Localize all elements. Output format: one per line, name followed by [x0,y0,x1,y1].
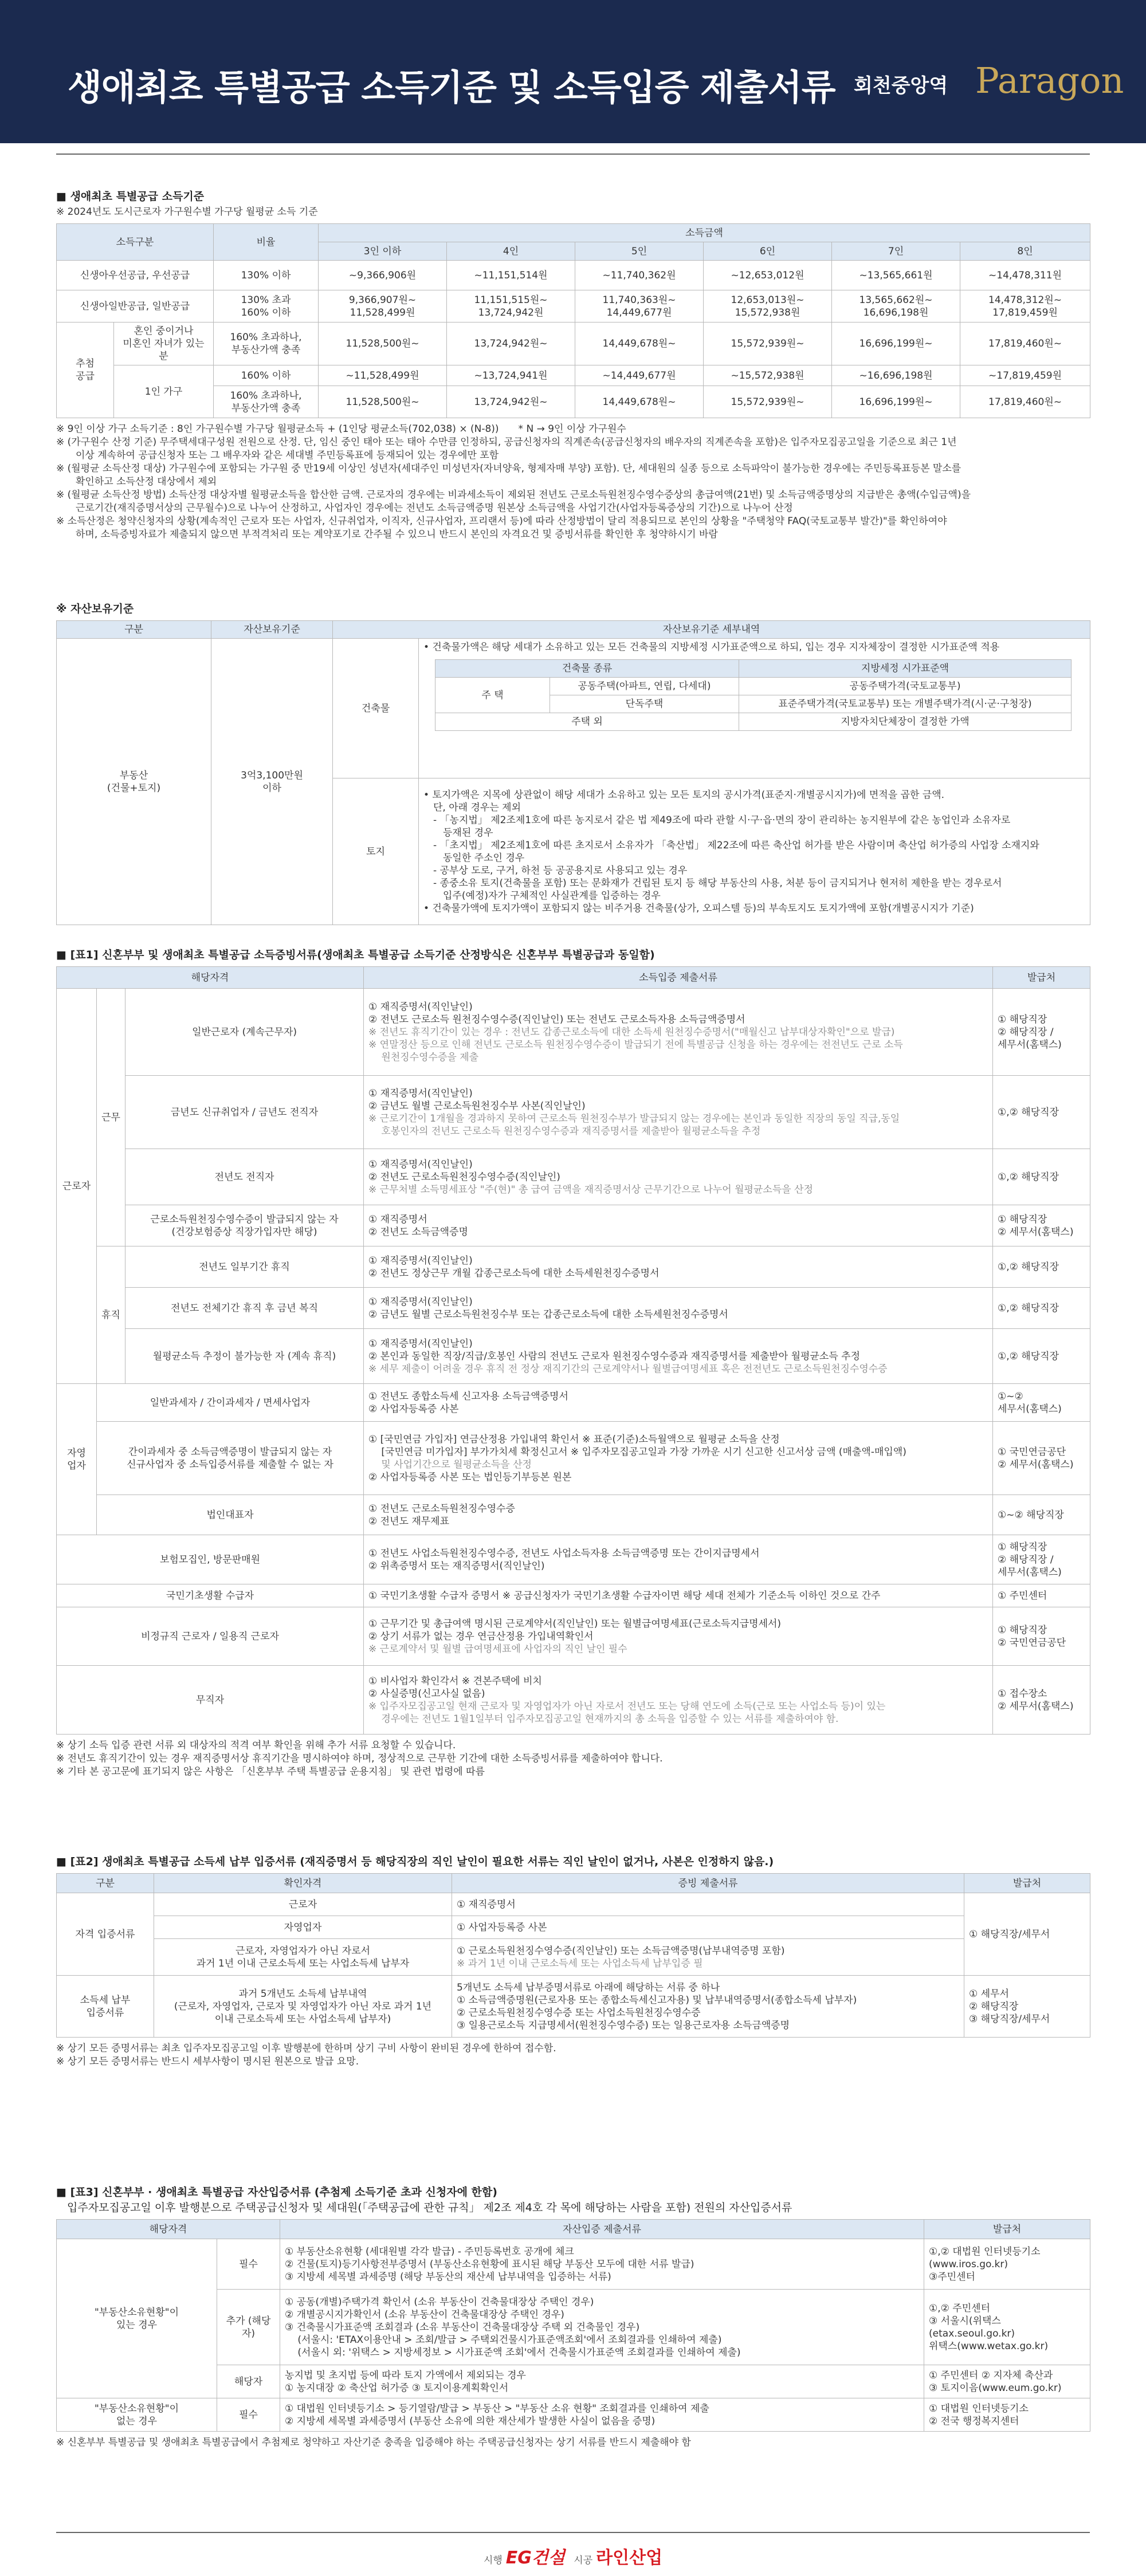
station-name: 회천중앙역 [854,74,948,97]
documents-cell: ① 재직증명서 ② 전년도 소득금액증명 [364,1205,993,1246]
table-row: 신생아일반공급, 일반공급 130% 초과 160% 이하 9,366,907원~ 11,528,499원 11,151,515원~ 13,724,942원 11,740,363원~ 14,449,677원 12,653,013원~ 15,572,938원 13,565,662원~ 16,696,198원 14,478,312원~ 17,819,459원 [57,290,1090,323]
issuer-cell: ①,② 해당직장 [993,1246,1090,1288]
asset-proof-section [56,2184,1090,2449]
income-notes: ※ 9인 이상 가구 소득기준 : 8인 가구원수별 가구당 월평균소득 + (1인당 평균소득(702,038) × (N-8)) * N → 9인 이상 가구원수 ※ (가구원수 산정 기준) 무주택세대구성원 전원으로 산정. 단, 임신 중인 태아 또는 태아 수만큼 인정하되, 공급신청자의 직계존속(공급신청자의 배우자의 직계존속을 포함)은 입주자모집공고일을 기준으로 최근 1년 이상 계속하여 공급신청자 또는 그 배우자와 같은 세대별 주민등록표에 등재되어 있는 경우에만 포함 ※ (월평균 소득산정 대상) 가구원수에 포함되는 가구원 중 만19세 이상인 성년자(세대주인 미성년자(자녀양육, 형제자매 부양) 포함). 단, 세대원의 실종 등으로 소득파악이 불가능한 경우에는 주민등록표등본 말소를 확인하고 소득산정 대상에서 제외 ※ (월평균 소득산정 방법) 소득산정 대상자별 월평균소득을 합산한 금액. 근로자의 경우에는 비과세소득이 제외된 전년도 근로소득원천징수영수증상의 총급여액(21번) 및 소득금액증명상의 지급받은 총액(수입금액)을 근로기간(재직증명서상의 근무월수)으로 나누어 산정하고, 사업자인 경우에는 전년도 소득금액증명 원본상 소득금액을 사업기간(사업자등록증상의 기간)으로 나누어 산정 ※ 소득산정은 청약신청자의 상황(계속적인 근로자 또는 사업자, 신규취업자, 이직자, 신규사업자, 프리랜서 등)에 따라 산정방법이 달리 적용되므로 본인의 상황을 "주택청약 FAQ(국토교통부 발간)"를 확인하여야 하며, 소득증빙자료가 제출되지 않으면 부적격처리 또는 계약포기로 간주될 수 있으니 반드시 본인의 자격요건 및 증빙서류를 확인한 후 청약하시기 바람 [56,423,971,540]
issuer-cell: ① 주민센터 [993,1584,1090,1607]
asset-proof-note: ※ 신혼부부 특별공급 및 생애최초 특별공급에서 추첨제로 청약하고 자산기준 충족을 입증해야 하는 주택공급신청자는 상기 서류를 반드시 제출해야 함 [56,2437,691,2448]
header-banner [0,0,1146,143]
asset-standard-section [56,600,1090,925]
issuer-cell: ① 국민연금공단 ② 세무서(홈택스) [993,1422,1090,1495]
qualification-cell: 간이과세자 중 소득금액증명이 발급되지 않는 자 신규사업자 중 소득입증서류를 제출할 수 없는 자 [97,1422,364,1495]
header-ratio: 비율 [214,224,319,261]
building-value-table: 건축물 종류 지방세정 시가표준액 주 택 공동주택(아파트, 연립, 다세대) 공동주택가격(국토교통부) 단독주택 표준주택가격(국토교통부) 또는 개별주택가격(시·군·구청장) 주택 외 지방자치단체장이 결정한 가액 [435,659,1072,731]
income-proof-notes: ※ 상기 소득 입증 관련 서류 외 대상자의 적격 여부 확인을 위해 추가 서류 요청할 수 있습니다. ※ 전년도 휴직기간이 있는 경우 재직증명서상 휴직기간을 명시하여야 하며, 정상적으로 근무한 기간에 대한 소득증빙서류를 제출하여야 합니다. ※ 기타 본 공고문에 표기되지 않은 사항은 「신혼부부 주택 특별공급 운용지침」 및 관련 법령에 따름 [56,1740,663,1777]
col-4: 4인 [447,242,575,261]
exec-logo: EG건설 [505,2548,565,2568]
qualification-cell: 근로소득원천징수영수증이 발급되지 않는 자 (건강보험증상 직장가입자만 해당) [125,1205,364,1246]
col-3: 3인 이하 [319,242,447,261]
income-standard-section [56,188,1090,541]
qualification-cell: 국민기초생활 수급자 [57,1584,364,1607]
issuer-cell: ① 해당직장 ② 세무서(홈택스) [993,1205,1090,1246]
documents-cell: ① 재직증명서(직인날인) ② 금년도 월별 근로소득원천징수부 사본(직인날인) ※ 근로기간이 1개월을 경과하지 못하여 근로소득 원천징수부가 발급되지 않는 경우에는 본인과 동일한 직장의 동일 직급,동일 호봉인자의 전년도 근로소득 원천징수영수증과 재직증명서를 제출받아 월평균소득을 추정 [364,1076,993,1149]
section-title: ■ [표3] 신혼부부 · 생애최초 특별공급 자산입증서류 (추첨제 소득기준 초과 신청자에 한함) [56,2186,497,2199]
income-table [56,223,1090,418]
issuer-cell: ① 해당직장 ② 해당직장 / 세무서(홈택스) [993,989,1090,1076]
qualification-cell: 전년도 일부기간 휴직 [125,1246,364,1288]
section-title: ■ [표2] 생애최초 특별공급 소득세 납부 입증서류 (재직증명서 등 해당직장의 직인 날인이 필요한 서류는 직인 날인이 없거나, 사본은 인정하지 않음.) [56,1855,774,1868]
qualification-cell: 법인대표자 [97,1495,364,1535]
brand-logo: Paragon [975,60,1124,101]
issuer-cell: ① 해당직장 ② 국민연금공단 [993,1607,1090,1666]
issuer-cell: ① 해당직장 ② 해당직장 / 세무서(홈택스) [993,1535,1090,1584]
table-row: 1인 가구 160% 이하 ~11,528,499원 ~13,724,941원 ~14,449,677원 ~15,572,938원 ~16,696,198원 ~17,819,459원 [57,365,1090,386]
col-5: 5인 [575,242,704,261]
qualification-cell: 금년도 신규취업자 / 금년도 전직자 [125,1076,364,1149]
documents-cell: ① 전년도 근로소득원천징수영수증 ② 전년도 재무제표 [364,1495,993,1535]
qualification-cell: 비정규직 근로자 / 일용직 근로자 [57,1607,364,1666]
qualification-cell: 월평균소득 추정이 불가능한 자 (계속 휴직) [125,1329,364,1384]
footer [0,2543,1146,2569]
qualification-cell: 보험모집인, 방문판매원 [57,1535,364,1584]
issuer-cell: ①~② 세무서(홈택스) [993,1384,1090,1422]
qualification-cell: 전년도 전직자 [125,1149,364,1205]
qualification-cell: 무직자 [57,1666,364,1735]
issuer-cell: ①,② 해당직장 [993,1288,1090,1329]
section-subtitle: 입주자모집공고일 이후 발행분으로 주택공급신청자 및 세대원(「주택공급에 관한 규칙」 제2조 제4호 각 목에 해당하는 사람을 포함) 전원의 자산입증서류 [56,2201,792,2214]
issuer-cell: ①,② 해당직장 [993,1149,1090,1205]
asset-proof-table: 해당자격 자산입증 제출서류 발급처 "부동산소유현황"이 있는 경우 필수 ① 부동산소유현황 (세대원별 각각 발급) - 주민등록번호 공개에 체크 ② 건물(토지)등기사항전부증명서 (부동산소유현황에 표시된 해당 부동산 모두에 대한 서류 발급) ③ 지방세 세목별 과세증명 (해당 부동산의 재산세 납부내역을 입증하는 서류) ①,② 대법원 인터넷등기소 (www.iros.go.kr) ③주민센터 추가 (해당자) ① 공동(개별)주택가격 확인서 (소유 부동산이 건축물대장상 주택인 경우) ② 개별공시지가확인서 (소유 부동산이 건축물대장상 주택인 경우) ③ 건축물시가표준액 조회결과 (소유 부동산이 건축물대장상 주택 외 건축물인 경우) (서울시: 'ETAX이용안내 > 조회/발급 > 주택외건물시가표준액조회'에서 조회결과를 인쇄하여 제출) (서울시 외: '위택스 > 지방세정보 > 시가표준액 조회'에서 건축물시가표준액 조회결과를 인쇄하여 제출) ①,② 주민센터 ③ 서울시(위택스(etax.seoul.go.kr) 위택스(www.wetax.go.kr) 해당자 농지법 및 초지법 등에 따라 토지 가액에서 제외되는 경우 ① 농지대장 ② 축산업 허가증 ③ 토지이용계획확인서 ① 주민센터 ② 지자체 축산과 ③ 토지이음(www.eum.go.kr) "부동산소유현황"이 없는 경우 필수 ① 대법원 인터넷등기소 > 등기열람/발급 > 부동산 > "부동산 소유 현황" 조회결과를 인쇄하여 제출 ② 지방세 세목별 과세증명서 (부동산 소유에 의한 재산세가 발생한 사실이 없음을 증명) ① 대법원 인터넷등기소 ② 전국 행정복지센터 [56,2219,1090,2432]
col-6: 6인 [704,242,832,261]
builder-label: 시공 [574,2555,593,2566]
qualification-cell: 전년도 전체기간 휴직 후 금년 복직 [125,1288,364,1329]
asset-table: 구분 자산보유기준 자산보유기준 세부내역 부동산 (건물+토지) 3억3,100만원 이하 건축물 • 건축물가액은 해당 세대가 소유하고 있는 모든 건축물의 지방세정 시가표준액으로 하되, 입는 경우 지자체장이 결정한 시가표준액 적용 건축물 종류 지방세정 시가표준액 주 택 공동주택(아파트, 연립, 다세대) 공동주택가격(국토교통부) 단독주택 표준주택가격(국토교통부) 또는 개별주택가격(시·군·구청장) 주택 외 지방자치단체장이 결정한 가액 토지 • 토지가액은 지목에 상관없이 해당 세대가 소유하고 있는 모든 토지의 공시가격(표준지·개별공시지가)에 면적을 곱한 금액. 단, 아래 경우는 제외 - 「농지법」 제2조제1호에 따른 농지로서 같은 법 제49조에 따라 관할 시·구·읍·면의 장이 관리하는 농지원부에 같은 농업인과 소유자로 등재된 경우 - 「초지법」 제2조제1호에 따른 초지로서 소유자가 「축산법」 제22조에 따른 축산업 허가를 받은 사람이며 축산업 허가증의 사업장 소재지와 동일한 주소인 경우 - 공부상 도로, 구거, 하천 등 공공용지로 사용되고 있는 경우 - 종중소유 토지(건축물을 포함) 또는 문화재가 건립된 토지 등 해당 부동산의 사용, 처분 등이 금지되거나 현저히 제한을 받는 경우로서 입주(예정)자가 구체적인 사실관계를 입증하는 경우 • 건축물가액에 토지가액이 포함되지 않는 비주거용 건축물(상가, 오피스텔 등)의 부속토지도 토지가액에 포함(개별공시지가 기준) [56,620,1090,925]
table-row: 신생아우선공급, 우선공급 130% 이하 ~9,366,906원 ~11,151,514원 ~11,740,362원 ~12,653,012원 ~13,565,661원 ~14,478,311원 [57,261,1090,290]
section-title: ■ 생애최초 특별공급 소득기준 [56,190,205,203]
documents-cell: ① 재직증명서(직인날인) ② 본인과 동일한 직장/직급/호봉인 사람의 전년도 근로자 원천징수영수증과 재직증명서를 제출받아 월평균소득 추정 ※ 세무 제출이 어려울 경우 휴직 전 정상 재직기간의 근로계약서나 월별급여명세표 혹은 전전년도 근로소득원천징수영수증 [364,1329,993,1384]
table-row: 추첨 공급 혼인 중이거나 미혼인 자녀가 있는 분 160% 초과하나, 부동산가액 충족 11,528,500원~ 13,724,942원~ 14,449,678원~ 15,572,939원~ 16,696,199원~ 17,819,460원~ [57,323,1090,365]
issuer-cell: ①,② 해당직장 [993,1076,1090,1149]
table-row: 160% 초과하나, 부동산가액 충족 11,528,500원~ 13,724,942원~ 14,449,678원~ 15,572,939원~ 16,696,199원~ 17,819,460원~ [57,386,1090,418]
documents-cell: ① 전년도 사업소득원천징수영수증, 전년도 사업소득자용 소득금액증명 또는 간이지급명세서 ② 위촉증명서 또는 재직증명서(직인날인) [364,1535,993,1584]
page-title: 생애최초 특별공급 소득기준 및 소득입증 제출서류 [68,66,835,108]
col-7: 7인 [832,242,960,261]
section-title: ※ 자산보유기준 [56,603,134,615]
documents-cell: ① 재직증명서(직인날인) ② 전년도 근로소득 원천징수영수증(직인날인) 또는 전년도 근로소득자용 소득금액증명서 ※ 전년도 휴직기간이 있는 경우 : 전년도 갑종근로소득에 대한 소득세 원천징수증명서("매월신고 납부대상자확인"으로 발급) ※ 연말정산 등으로 인해 전년도 근로소득 원천징수영수증이 발급되기 전에 특별공급 신청을 하는 경우에는 전전년도 근로 소득 원천징수영수증을 제출 [364,989,993,1076]
documents-cell: ① 전년도 종합소득세 신고자용 소득금액증명서 ② 사업자등록증 사본 [364,1384,993,1422]
col-8: 8인 [960,242,1090,261]
documents-cell: ① 근무기간 및 총급여액 명시된 근로계약서(직인날인) 또는 월별급여명세표(근로소득지급명세서) ② 상기 서류가 없는 경우 연금산정용 가입내역확인서 ※ 근로계약서 및 월별 급여명세표에 사업자의 직인 날인 필수 [364,1607,993,1666]
documents-cell: ① 재직증명서(직인날인) ② 전년도 근로소득원천징수영수증(직인날인) ※ 근무처별 소득명세표상 "주(현)" 총 급여 금액을 재직증명서상 근무기간으로 나누어 월평균소득을 산정 [364,1149,993,1205]
builder-logo: 라인산업 [596,2548,663,2568]
issuer-cell: ①~② 해당직장 [993,1495,1090,1535]
tax-proof-notes: ※ 상기 모든 증명서류는 최초 입주자모집공고일 이후 발행분에 한하며 상기 구비 사항이 완비된 경우에 한하여 접수함. ※ 상기 모든 증명서류는 반드시 세부사항이 명시된 원본으로 발급 요망. [56,2043,556,2067]
documents-cell: ① 비사업자 확인각서 ※ 견본주택에 비치 ② 사실증명(신고사실 없음) ※ 입주자모집공고일 현재 근로자 및 자영업자가 아닌 자로서 전년도 또는 당해 연도에 소득(근로 또는 사업소득 등)이 있는 경우에는 전년도 1월1일부터 입주자모집공고일 현재까지의 총 소득을 입증할 수 있는 서류를 제출하여야 함. [364,1666,993,1735]
documents-cell: ① 재직증명서(직인날인) ② 전년도 정상근무 개월 갑종근로소득에 대한 소득세원천징수증명서 [364,1246,993,1288]
header-divider [56,154,1090,155]
header-income-amount: 소득금액 [319,224,1090,242]
documents-cell: ① 재직증명서(직인날인) ② 금년도 월별 근로소득원천징수부 또는 갑종근로소득에 대한 소득세원천징수증명서 [364,1288,993,1329]
section-subtitle: ※ 2024년도 도시근로자 가구원수별 가구당 월평균 소득 기준 [56,206,318,218]
tax-proof-section [56,1853,1090,2068]
section-title: ■ [표1] 신혼부부 및 생애최초 특별공급 소득증빙서류(생애최초 특별공급 소득기준 산정방식은 신혼부부 특별공급과 동일함) [56,949,655,961]
tax-proof-table: 구분 확인자격 증빙 제출서류 발급처 자격 입증서류 근로자 ① 재직증명서 ① 해당직장/세무서 자영업자 ① 사업자등록증 사본 근로자, 자영업자가 아닌 자로서 과거 1년 이내 근로소득세 또는 사업소득세 납부자 ① 근로소득원천징수영수증(직인날인) 또는 소득금액증명(납부내역증명 포함) ※ 과거 1년 이내 근로소득세 또는 사업소득세 납부입증 필 소득세 납부 입증서류 과거 5개년도 소득세 납부내역 (근로자, 자영업자, 근로자 및 자영업자가 아닌 자로 과거 1년 이내 근로소득세 또는 사업소득세 납부자) 5개년도 소득세 납부증명서류로 아래에 해당하는 서류 중 하나 ① 소득금액증명원(근로자용 또는 종합소득세신고자용) 및 납부내역증명서(종합소득세 납부자) ② 근로소득원천징수영수증 또는 사업소득원천징수영수증 ③ 일용근로소득 지급명세서(원천징수영수증) 또는 일용근로자용 소득금액증명 ① 세무서 ② 해당직장 ③ 해당직장/세무서 [56,1873,1090,2038]
header-income-type: 소득구분 [57,224,214,261]
documents-cell: ① [국민연금 가입자] 연금산정용 가입내역 확인서 ※ 표준(기준)소득월액으로 월평균 소득을 산정 [국민연금 미가입자] 부가가치세 확정신고서 ※ 입주자모집공고일과 가장 가까운 시기 신고한 신고서상 금액 (매출액-매입액) 및 사업기간으로 월평균소득을 산정 ② 사업자등록증 사본 또는 법인등기부등본 원본 [364,1422,993,1495]
footer-divider [56,2532,1090,2533]
income-proof-table: 해당자격 소득입증 제출서류 발급처 근로자 근무 일반근로자 (계속근무자) ① 재직증명서(직인날인) ② 전년도 근로소득 원천징수영수증(직인날인) 또는 전년도 근로소득자용 소득금액증명서 ※ 전년도 휴직기간이 있는 경우 : 전년도 갑종근로소득에 대한 소득세 원천징수증명서("매월신고 납부대상자확인"으로 발급) ※ 연말정산 등으로 인해 전년도 근로소득 원천징수영수증이 발급되기 전에 특별공급 신청을 하는 경우에는 전전년도 근로 소득 원천징수영수증을 제출 ① 해당직장 ② 해당직장 / 세무서(홈택스) 금년도 신규취업자 / 금년도 전직자 ① 재직증명서(직인날인) ② 금년도 월별 근로소득원천징수부 사본(직인날인) ※ 근로기간이 1개월을 경과하지 못하여 근로소득 원천징수부가 발급되지 않는 경우에는 본인과 동일한 직장의 동일 직급,동일 호봉인자의 전년도 근로소득 원천징수영수증과 재직증명서를 제출받아 월평균소득을 추정 ①,② 해당직장 전년도 전직자 ① 재직증명서(직인날인) ② 전년도 근로소득원천징수영수증(직인날인) ※ 근무처별 소득명세표상 "주(현)" 총 급여 금액을 재직증명서상 근무기간으로 나누어 월평균소득을 산정 ①,② 해당직장 근로소득원천징수영수증이 발급되지 않는 자 (건강보험증상 직장가입자만 해당) ① 재직증명서 ② 전년도 소득금액증명 ① 해당직장 ② 세무서(홈택스) 휴직 전년도 일부기간 휴직 ① 재직증명서(직인날인) ② 전년도 정상근무 개월 갑종근로소득에 대한 소득세원천징수증명서 ①,② 해당직장 전년도 전체기간 휴직 후 금년 복직 ① 재직증명서(직인날인) ② 금년도 월별 근로소득원천징수부 또는 갑종근로소득에 대한 소득세원천징수증명서 ①,② 해당직장 월평균소득 추정이 불가능한 자 (계속 휴직) ① 재직증명서(직인날인) ② 본인과 동일한 직장/직급/호봉인 사람의 전년도 근로자 원천징수영수증과 재직증명서를 제출받아 월평균소득 추정 ※ 세무 제출이 어려울 경우 휴직 전 정상 재직기간의 근로계약서나 월별급여명세표 혹은 전전년도 근로소득원천징수영수증 ①,② 해당직장 자영 업자 일반과세자 / 간이과세자 / 면세사업자 ① 전년도 종합소득세 신고자용 소득금액증명서 ② 사업자등록증 사본 ①~② 세무서(홈택스) 간이과세자 중 소득금액증명이 발급되지 않는 자 신규사업자 중 소득입증서류를 제출할 수 없는 자 ① [국민연금 가입자] 연금산정용 가입내역 확인서 ※ 표준(기준)소득월액으로 월평균 소득을 산정 [국민연금 미가입자] 부가가치세 확정신고서 ※ 입주자모집공고일과 가장 가까운 시기 신고한 신고서상 금액 (매출액-매입액) 및 사업기간으로 월평균소득을 산정 ② 사업자등록증 사본 또는 법인등기부등본 원본 ① 국민연금공단 ② 세무서(홈택스) 법인대표자 ① 전년도 근로소득원천징수영수증 ② 전년도 재무제표 ①~② 해당직장 보험모집인, 방문판매원 ① 전년도 사업소득원천징수영수증, 전년도 사업소득자용 소득금액증명 또는 간이지급명세서 ② 위촉증명서 또는 재직증명서(직인날인) ① 해당직장 ② 해당직장 / 세무서(홈택스) 국민기초생활 수급자 ① 국민기초생활 수급자 증명서 ※ 공급신청자가 국민기초생활 수급자이면 해당 세대 전체가 기준소득 이하인 것으로 간주 ① 주민센터 비정규직 근로자 / 일용직 근로자 ① 근무기간 및 총급여액 명시된 근로계약서(직인날인) 또는 월별급여명세표(근로소득지급명세서) ② 상기 서류가 없는 경우 연금산정용 가입내역확인서 ※ 근로계약서 및 월별 급여명세표에 사업자의 직인 날인 필수 ① 해당직장 ② 국민연금공단 무직자 ① 비사업자 확인각서 ※ 견본주택에 비치 ② 사실증명(신고사실 없음) ※ 입주자모집공고일 현재 근로자 및 자영업자가 아닌 자로서 전년도 또는 당해 연도에 소득(근로 또는 사업소득 등)이 있는 경우에는 전년도 1월1일부터 입주자모집공고일 현재까지의 총 소득을 입증할 수 있는 서류를 제출하여야 함. ① 접수장소 ② 세무서(홈택스) [56,966,1090,1735]
qualification-cell: 일반과세자 / 간이과세자 / 면세사업자 [97,1384,364,1422]
qualification-cell: 일반근로자 (계속근무자) [125,989,364,1076]
issuer-cell: ① 접수장소 ② 세무서(홈택스) [993,1666,1090,1735]
exec-label: 시행 [483,2555,503,2566]
income-proof-section [56,946,1090,1779]
documents-cell: ① 국민기초생활 수급자 증명서 ※ 공급신청자가 국민기초생활 수급자이면 해당 세대 전체가 기준소득 이하인 것으로 간주 [364,1584,993,1607]
issuer-cell: ①,② 해당직장 [993,1329,1090,1384]
